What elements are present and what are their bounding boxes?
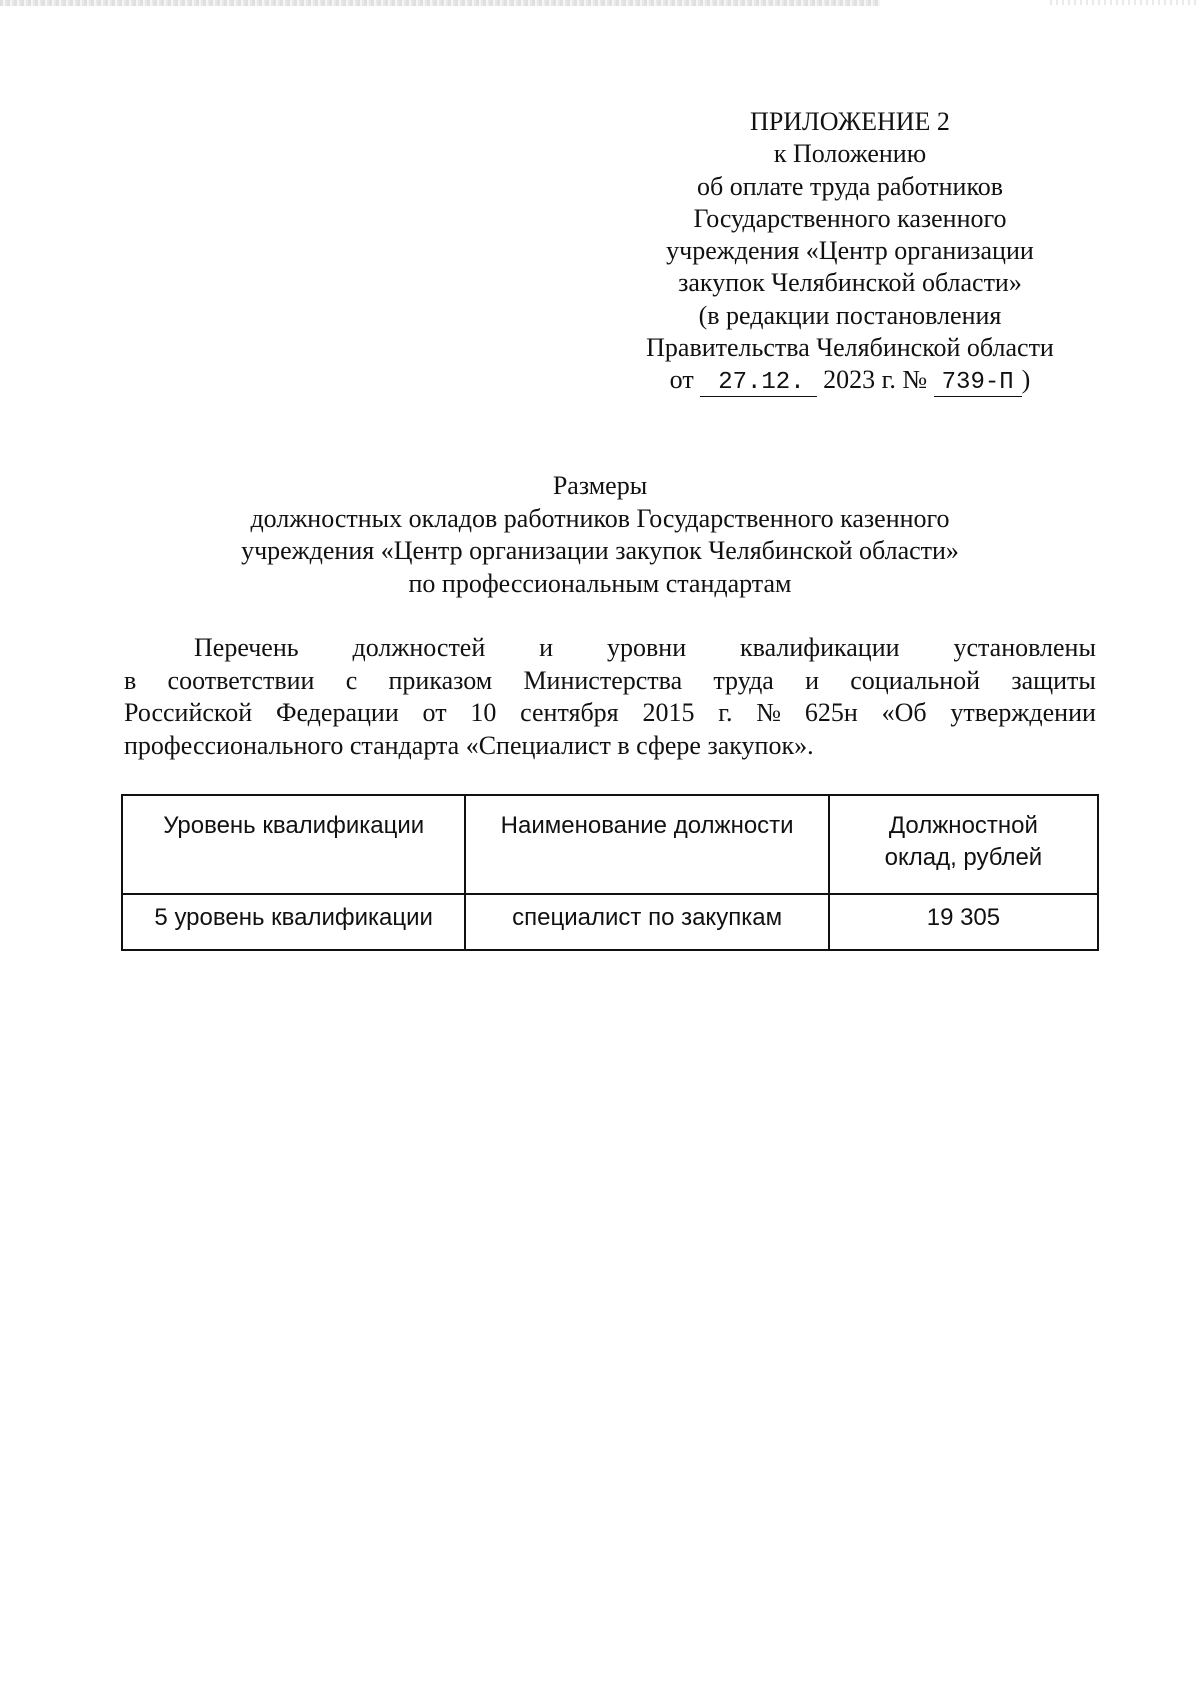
appendix-label: ПРИЛОЖЕНИЕ 2 — [750, 107, 950, 136]
paragraph-word: г. — [718, 698, 733, 727]
year-text: 2023 г. № — [823, 365, 928, 395]
table-header-row — [122, 795, 1098, 894]
date-prefix: от — [669, 365, 694, 395]
header-salary-line-1: Должностной — [888, 812, 1038, 839]
paragraph-word: с — [345, 665, 358, 695]
appendix-line: об оплате труда работников — [696, 171, 1004, 201]
paragraph-word: Федерации — [275, 698, 399, 727]
appendix-line: к Положению — [773, 139, 927, 169]
resolution-date: 27.12. — [700, 369, 816, 397]
paragraph-word: и — [539, 633, 554, 662]
paragraph-word: установлены — [953, 633, 1096, 662]
intro-paragraph — [124, 632, 1096, 762]
paragraph-word: Российской — [124, 698, 253, 727]
cell-salary: 19 305 — [829, 894, 1098, 950]
paragraph-word: 10 — [470, 698, 497, 727]
appendix-line: Правительства Челябинской области — [646, 333, 1054, 363]
paragraph-word: сентября — [520, 698, 619, 727]
salary-table — [121, 794, 1099, 951]
paragraph-word: Министерства — [523, 665, 683, 695]
appendix-date-line — [600, 364, 1100, 399]
paragraph-word: уровни — [607, 633, 687, 662]
paragraph-word: квалификации — [740, 633, 900, 662]
paragraph-word: 625н — [804, 698, 858, 727]
paragraph-word: от — [422, 698, 447, 727]
header-salary — [829, 795, 1098, 894]
paragraph-line-1 — [124, 632, 1096, 665]
appendix-line: учреждения «Центр организации — [666, 236, 1034, 266]
title-line: по профессиональным стандартам — [408, 568, 792, 598]
table-row — [122, 894, 1098, 950]
appendix-line: (в редакции постановления — [698, 300, 1002, 330]
appendix-line: Государственного казенного — [693, 203, 1007, 233]
appendix-header — [600, 106, 1100, 400]
paragraph-word: соответствии — [167, 665, 315, 695]
document-title — [100, 470, 1100, 600]
header-position-name: Наименование должности — [465, 795, 828, 894]
paragraph-word: № — [756, 698, 782, 727]
paragraph-word: утверждении — [950, 698, 1096, 727]
paragraph-word: и — [805, 665, 820, 695]
scan-artifact-top — [0, 0, 880, 6]
title-line: должностных окладов работников Государственного казенного — [250, 503, 950, 533]
paragraph-word: социальной — [850, 665, 981, 695]
cell-qualification-level: 5 уровень квалификации — [122, 894, 465, 950]
paragraph-word: защиты — [1011, 665, 1096, 695]
paragraph-word: в — [124, 665, 137, 695]
paragraph-line-2 — [124, 665, 1096, 698]
paragraph-line-4: профессионального стандарта «Специалист в сфере закупок». — [124, 730, 814, 760]
paragraph-word: должностей — [352, 633, 486, 662]
close-paren: ) — [1021, 365, 1031, 395]
paragraph-word: труда — [713, 665, 774, 695]
appendix-line: закупок Челябинской области» — [678, 268, 1022, 298]
paragraph-word: Перечень — [194, 633, 299, 662]
title-line: учреждения «Центр организации закупок Челябинской области» — [241, 536, 959, 565]
title-line: Размеры — [552, 471, 648, 500]
header-salary-line-2: оклад, рублей — [884, 844, 1043, 871]
paragraph-word: 2015 — [642, 698, 695, 727]
header-qualification-level: Уровень квалификации — [122, 795, 465, 894]
paragraph-word: «Об — [881, 698, 927, 727]
cell-position-name: специалист по закупкам — [465, 894, 828, 950]
paragraph-word: приказом — [388, 665, 493, 695]
scan-artifact-top-right — [1050, 0, 1200, 5]
paragraph-line-3 — [124, 697, 1096, 730]
resolution-number: 739-П — [934, 369, 1022, 397]
